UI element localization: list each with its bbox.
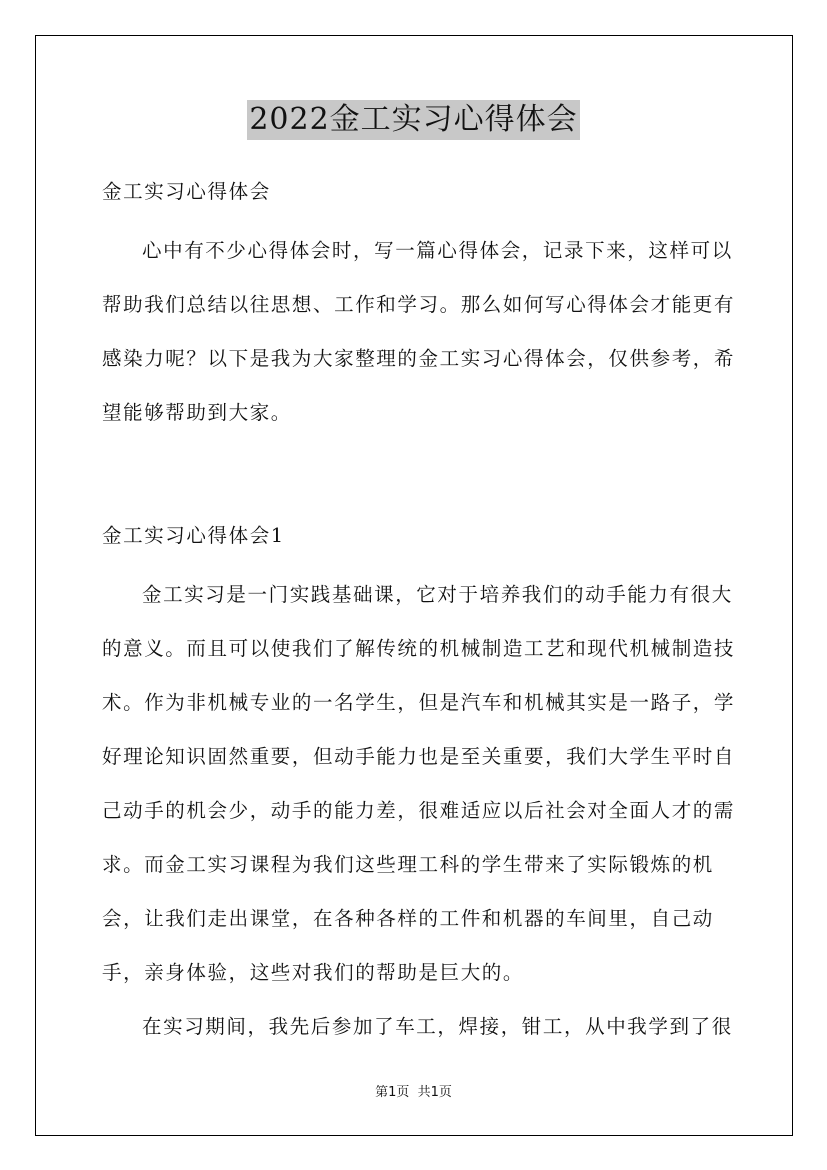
document-title: 2022金工实习心得体会 <box>247 100 579 140</box>
section-heading: 金工实习心得体会 <box>102 180 271 203</box>
page-indicator: 第1页 共1页 <box>375 1085 452 1100</box>
page-footer <box>0 1081 827 1100</box>
body-paragraph-2: 在实习期间，我先后参加了车工，焊接，钳工，从中我学到了很 <box>142 1015 733 1038</box>
body-paragraph-1: 金工实习是一门实践基础课，它对于培养我们的动手能力有很大的意义。而且可以使我们了解传统的机械制造工艺和现代机械制造技术。作为非机械专业的一名学生，但是汽车和机械其实是一路子，学好理论知识固然重要，但动手能力也是至关重要，我们大学生平时自己动手的机会少，动手的能力差，很难适应以后社会对全面人才的需求。而金工实习课程为我们这些理工科的学生带来了实际锻炼的机会，让我们走出课堂，在各种各样的工件和机器的车间里，自己动手，亲身体验，这些对我们的帮助是巨大的。 <box>102 583 736 984</box>
intro-paragraph: 心中有不少心得体会时，写一篇心得体会，记录下来，这样可以帮助我们总结以往思想、工作和学习。那么如何写心得体会才能更有感染力呢？以下是我为大家整理的金工实习心得体会，仅供参考，希望能够帮助到大家。 <box>102 239 736 424</box>
title-container <box>0 100 827 140</box>
document-body <box>102 170 742 1054</box>
section-heading-1: 金工实习心得体会1 <box>102 524 285 547</box>
